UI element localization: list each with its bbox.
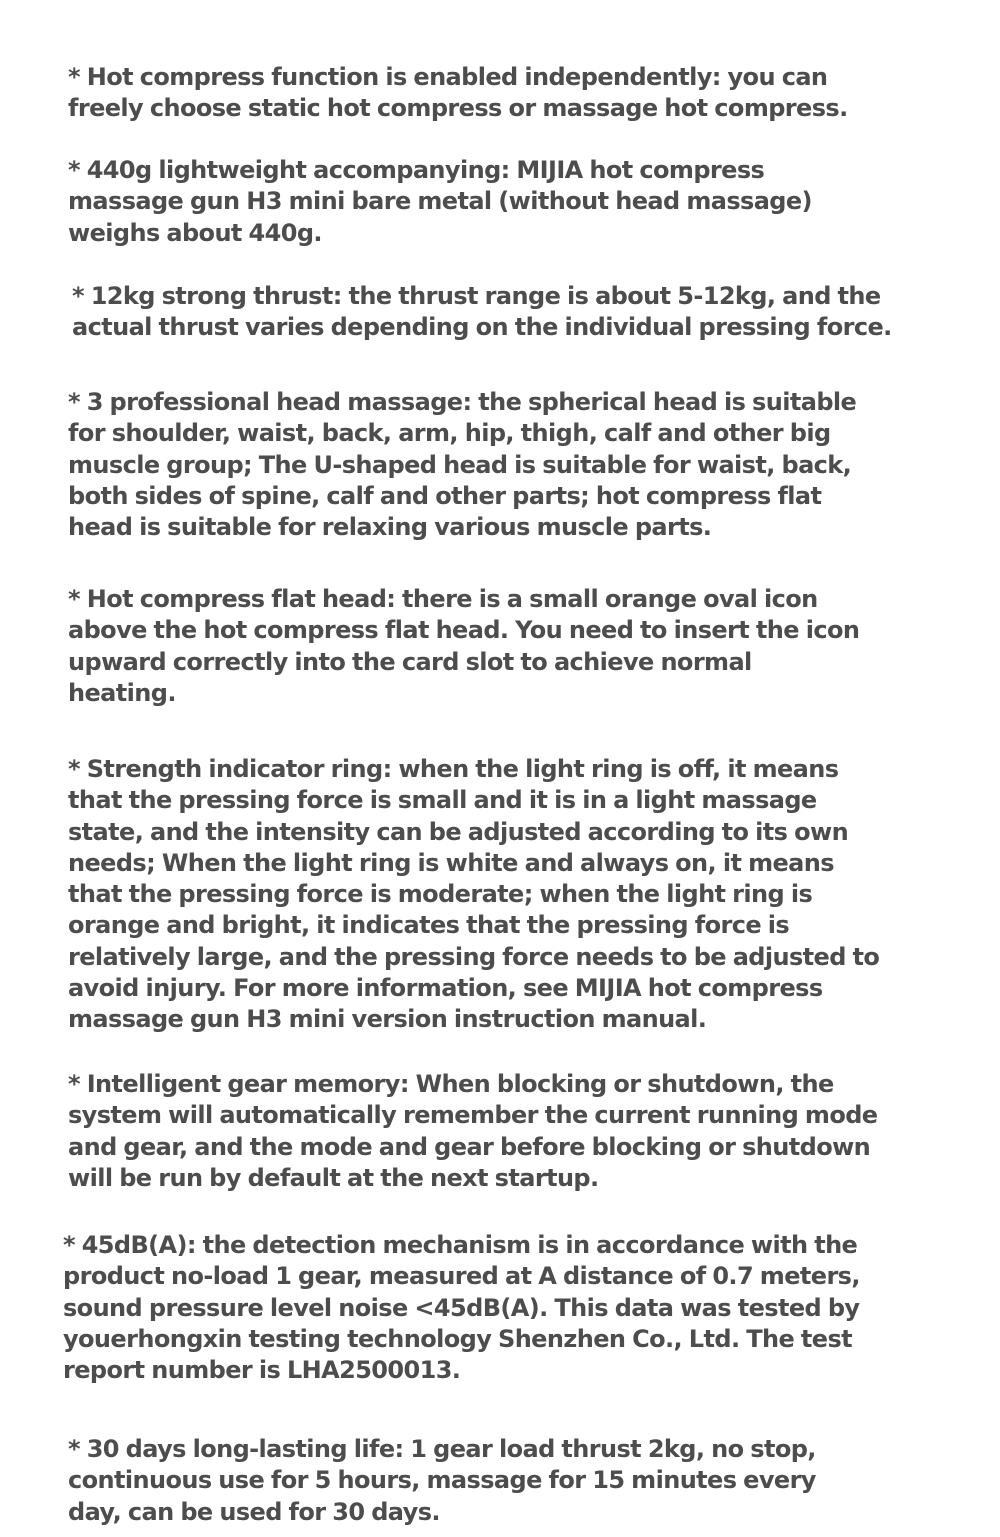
feature-strength-indicator-ring: * Strength indicator ring: when the light ring is off, it means that the pressing force is small and it is in a light massage state, and the intensity can be adjusted according to its own needs; When the light ring is white and always on, it means that the pressing force is moderate; when the light ring is orange and bright, it indicates that the pressing force is relatively large, and the pressing force needs to be adjusted to avoid injury. For more information, see MIJIA hot compress massage gun H3 mini version instruction manual. [68, 755, 880, 1034]
feature-lightweight: * 440g lightweight accompanying: MIJIA hot compress massage gun H3 mini bare metal (without head massage) weighs about 440g. [68, 156, 812, 247]
feature-hot-compress-function: * Hot compress function is enabled independently: you can freely choose static hot compress or massage hot compress. [68, 63, 848, 123]
feature-professional-heads: * 3 professional head massage: the spherical head is suitable for shoulder, waist, back, arm, hip, thigh, calf and other big muscle group; The U-shaped head is suitable for waist, back, both sides of spine, calf and other parts; hot compress flat head is suitable for relaxing various muscle parts. [68, 388, 857, 542]
feature-strong-thrust: * 12kg strong thrust: the thrust range is about 5-12kg, and the actual thrust varies depending on the individual pressing force. [72, 282, 892, 342]
feature-noise-level: * 45dB(A): the detection mechanism is in accordance with the product no-load 1 gear, measured at A distance of 0.7 meters, sound pressure level noise <45dB(A). This data was tested by youerhongxin testing technology Shenzhen Co., Ltd. The test report number is LHA2500013. [63, 1231, 860, 1385]
feature-flat-head: * Hot compress flat head: there is a small orange oval icon above the hot compress flat head. You need to insert the icon upward correctly into the card slot to achieve normal heating. [68, 585, 860, 707]
feature-battery-life: * 30 days long-lasting life: 1 gear load thrust 2kg, no stop, continuous use for 5 hours, massage for 15 minutes every day, can be used for 30 days. [68, 1435, 816, 1526]
feature-gear-memory: * Intelligent gear memory: When blocking or shutdown, the system will automatically remember the current running mode and gear, and the mode and gear before blocking or shutdown will be run by default at the next startup. [68, 1070, 878, 1192]
